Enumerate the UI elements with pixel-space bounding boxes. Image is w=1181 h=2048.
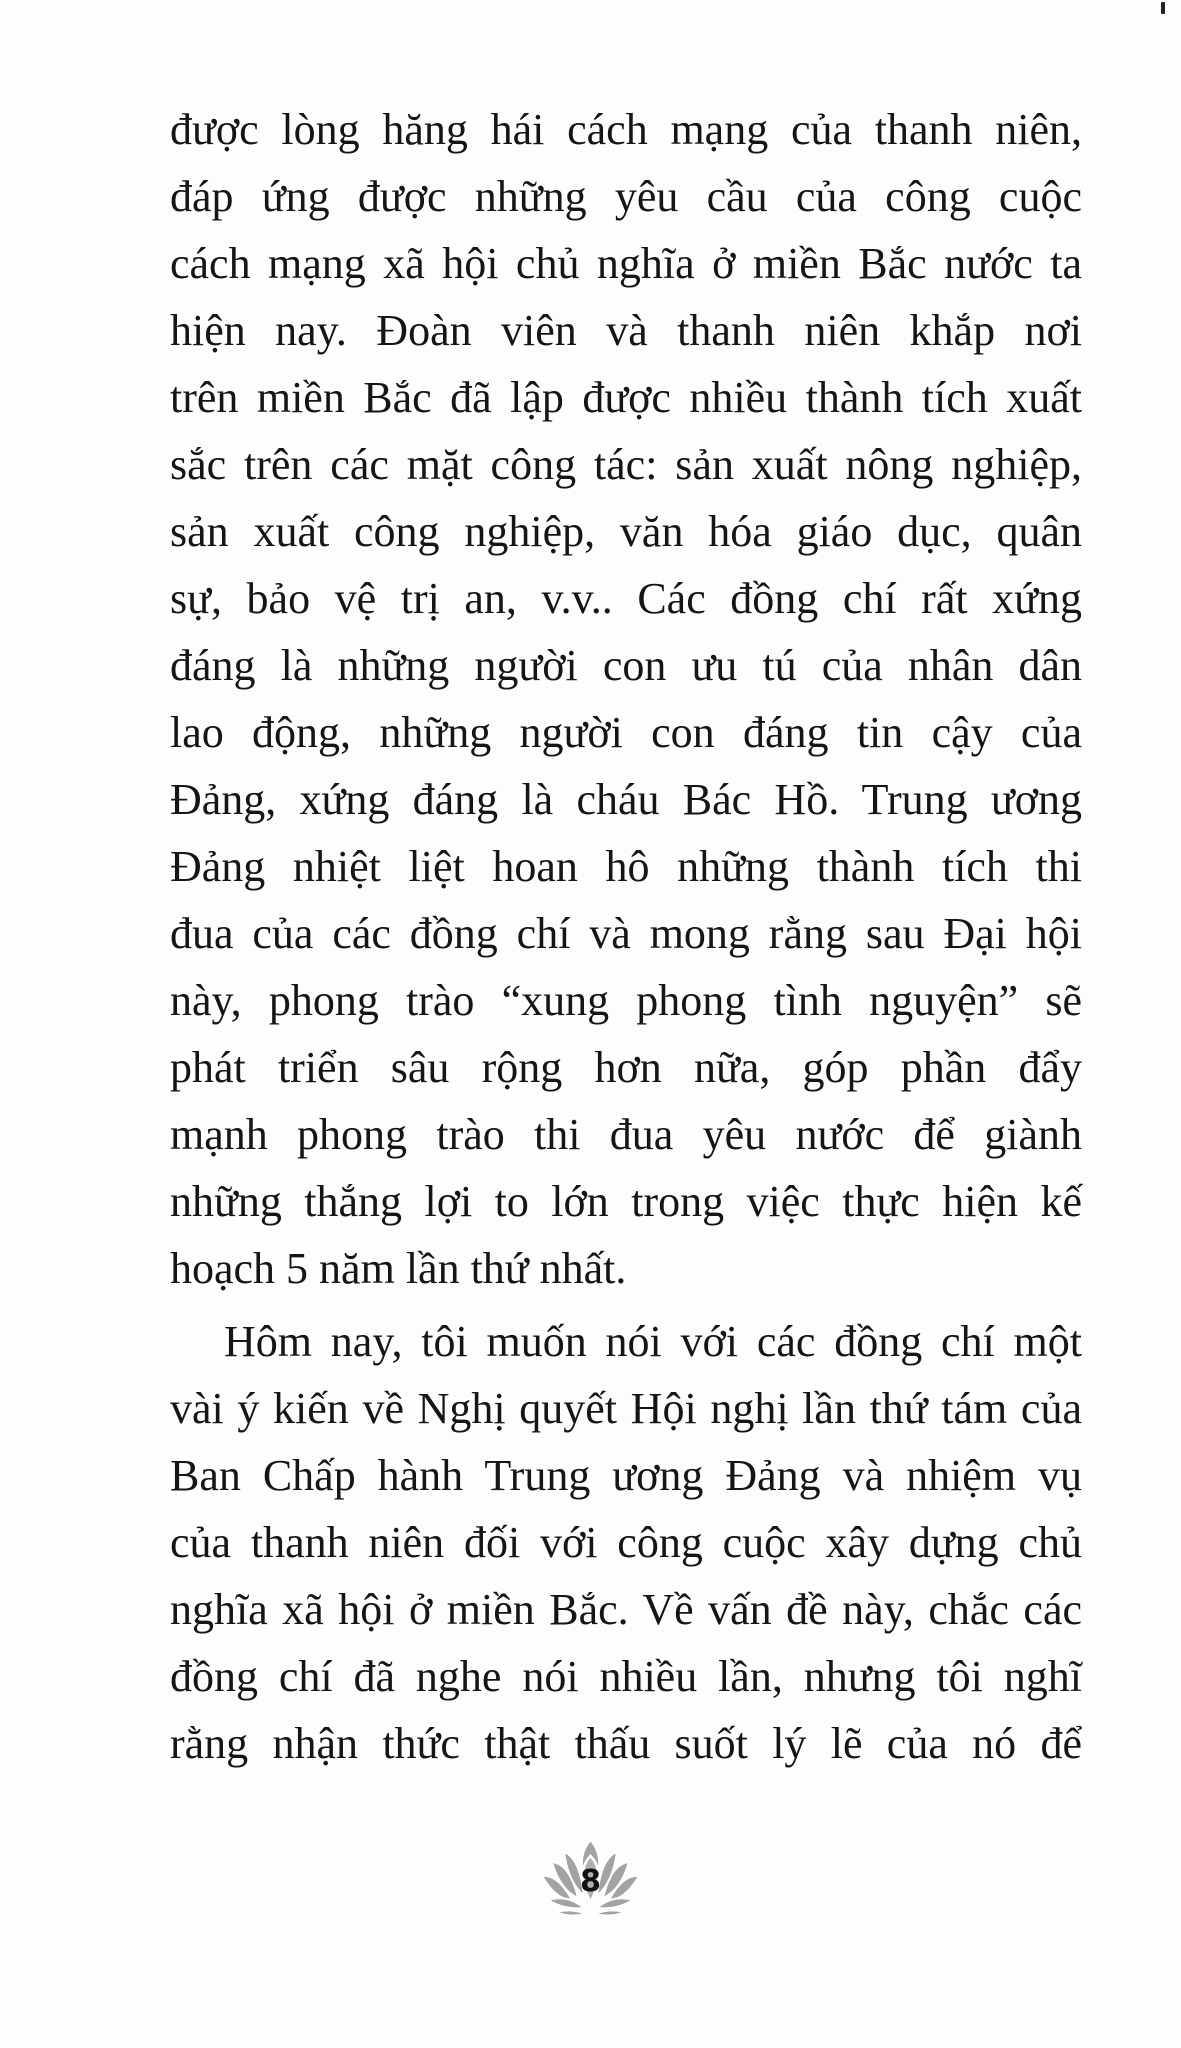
text-line: đáng là những người con ưu tú của nhân dân: [170, 641, 1082, 690]
scan-mark: [1161, 2, 1165, 14]
text-line: hoạch 5 năm lần thứ nhất.: [170, 1244, 627, 1293]
text-line: sự, bảo vệ trị an, v.v.. Các đồng chí rất xứng: [170, 574, 1082, 623]
text-line: đua của các đồng chí và mong rằng sau Đại hội: [170, 909, 1082, 958]
text-line: vài ý kiến về Nghị quyết Hội nghị lần thứ tám của: [170, 1384, 1082, 1433]
text-line: lao động, những người con đáng tin cậy của: [170, 708, 1082, 757]
text-line: nghĩa xã hội ở miền Bắc. Về vấn đề này, chắc các: [170, 1585, 1082, 1634]
page-folio: [538, 1838, 643, 1928]
text-line: Hôm nay, tôi muốn nói với các đồng chí một: [224, 1317, 1082, 1366]
text-line: Đảng nhiệt liệt hoan hô những thành tích thi: [170, 842, 1082, 891]
page-number: 8: [580, 1864, 601, 1899]
text-line: được lòng hăng hái cách mạng của thanh niên,: [170, 105, 1082, 154]
text-line: sắc trên các mặt công tác: sản xuất nông nghiệp,: [170, 440, 1082, 489]
paragraph-2: [170, 1308, 1082, 1777]
text-line: Ban Chấp hành Trung ương Đảng và nhiệm vụ: [170, 1451, 1082, 1500]
text-line: đáp ứng được những yêu cầu của công cuộc: [170, 172, 1082, 221]
text-line: Đảng, xứng đáng là cháu Bác Hồ. Trung ương: [170, 775, 1082, 824]
text-line: rằng nhận thức thật thấu suốt lý lẽ của nó để: [170, 1719, 1082, 1768]
text-line: sản xuất công nghiệp, văn hóa giáo dục, quân: [170, 507, 1082, 556]
paragraph-1: [170, 96, 1082, 1302]
text-line: đồng chí đã nghe nói nhiều lần, nhưng tôi nghĩ: [170, 1652, 1082, 1701]
text-line: hiện nay. Đoàn viên và thanh niên khắp nơi: [170, 306, 1082, 355]
text-line: trên miền Bắc đã lập được nhiều thành tích xuất: [170, 373, 1082, 422]
text-line: của thanh niên đối với công cuộc xây dựng chủ: [170, 1518, 1082, 1567]
text-line: mạnh phong trào thi đua yêu nước để giành: [170, 1110, 1082, 1159]
text-line: này, phong trào “xung phong tình nguyện” sẽ: [170, 976, 1082, 1025]
text-line: những thắng lợi to lớn trong việc thực hiện kế: [170, 1177, 1082, 1226]
text-line: phát triển sâu rộng hơn nữa, góp phần đẩy: [170, 1043, 1082, 1092]
text-line: cách mạng xã hội chủ nghĩa ở miền Bắc nước ta: [170, 239, 1082, 288]
page-body: [170, 96, 1082, 1777]
